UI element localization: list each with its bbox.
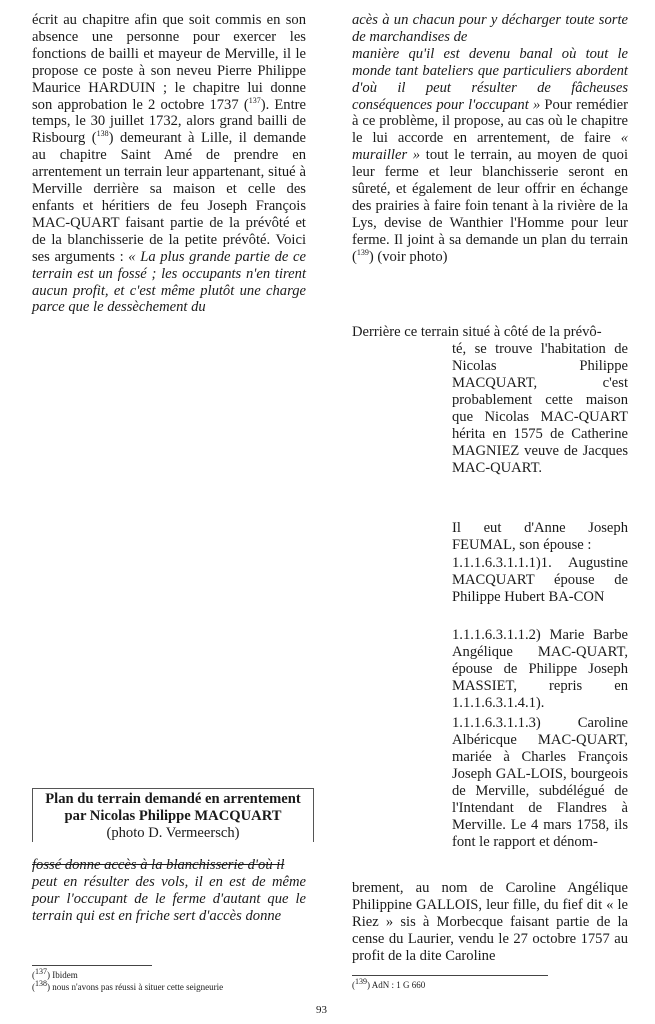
quote-continuation-text: peut en résulter des vols, il en est de même pour l'occupant de le ferme d'autant que le terrain qui est en friche sert d'accès donne: [32, 874, 306, 924]
caption-credit: (photo D. Vermeersch): [106, 825, 240, 841]
left-column: [32, 12, 306, 316]
footnote-rule-right: [352, 975, 548, 976]
paragraph-derriere: té, se trouve l'habitation de Nicolas Philippe MACQUART, c'est probablement cette maison que Nicolas MAC-QUART hérita en 1575 de Catherine MAGNIEZ veuve de Jacques MAC-QUART.: [452, 341, 628, 476]
child-caroline: 1.1.1.6.3.1.1.3) Caroline Albéricque MAC-QUART, mariée à Charles François Joseph GAL-LOIS, bourgeois de Merville, subdélégué de l'Intendant de Flandres à Merville. Le 4 mars 1758, ils font le rapport et dénom-: [452, 715, 628, 850]
footnote-138: ($^{138}$) nous n'avons pas réussi à situer cette seigneurie: [32, 979, 224, 992]
footnote-139: ($^{139}$) AdN : 1 G 660: [352, 977, 426, 990]
caption-title: Plan du terrain demandé en arrentement par Nicolas Philippe MACQUART: [45, 791, 301, 824]
paragraph-eut: Il eut d'Anne Joseph FEUMAL, son épouse :: [452, 520, 628, 553]
paragraph-murailler: manière qu'il est devenu banal où tout le monde tant bateliers que particuliers abordent d'où il peut résulter de fâcheuses conséquences pour l'occupant » Pour remédier à ce problème, il propose, au cas où le chapitre le lui accorde en arrentement, de faire « murailler » tout le terrain, au moyen de quoi leur ferme et leur blanchisserie seront en sûreté, et également de leur offrir en échange des prairies à faire foin tenant à la rivière de la Lys, devise de Wanthier l'Homme pour leur ferme. Il joint à sa demande un plan du terrain ($^{139}$) (voir photo): [352, 45, 629, 265]
paragraph-derriere-first: Derrière ce terrain situé à côté de la prévô-: [352, 324, 602, 340]
paragraph-denombrement: brement, au nom de Caroline Angélique Philippine GALLOIS, leur fille, du fief dit « le Riez » sis à Morbecque faisant partie de la cense du Laurier, vendu le 27 octobre 1757 au profit de la dite Caroline: [352, 880, 628, 964]
quote-continuation: [32, 857, 306, 925]
footnote-ref-139[interactable]: 139: [356, 247, 369, 257]
photo-caption: [32, 788, 314, 842]
footnote-ref-138[interactable]: 138: [96, 129, 109, 139]
footnote-ref-137[interactable]: 137: [248, 95, 261, 105]
quote-arguments: « La plus grande partie de ce terrain est un fossé ; les occupants n'en tirent aucun profit, et c'est même plutôt une charge parce que le dessèchement du: [32, 248, 306, 316]
murailler-term: « murailler »: [352, 130, 628, 164]
footnote-rule-left: [32, 965, 152, 966]
right-column: [352, 12, 628, 266]
child-augustine: 1.1.1.6.3.1.1.1)1. Augustine MACQUART épouse de Philippe Hubert BA-CON: [452, 555, 628, 605]
child-marie-barbe: 1.1.1.6.3.1.1.2) Marie Barbe Angélique MAC-QUART, épouse de Philippe Joseph MASSIET, repris en 1.1.1.6.3.1.4.1).: [452, 627, 628, 711]
page-number: 93: [316, 1004, 327, 1016]
struck-line: fossé donne accès à la blanchisserie d'où il: [32, 857, 285, 873]
footnote-137: ($^{137}$) Ibidem: [32, 967, 78, 980]
paragraph-harduin: écrit au chapitre afin que soit commis en son absence une personne pour exercer les fonctions de bailli et mayeur de Merville, il le propose ce poste à son neveu Pierre Philippe Maurice HARDUIN ; le chapitre lui donne son approbation le 2 octobre 1737 ($^{137}$). Entre temps, le 30 juillet 1732, alors grand bailli de Risbourg ($^{138}$) demeurant à Lille, il demande au chapitre Saint Amé de prendre en arrentement un terrain leur appartenant, situé à Merville derrière sa maison et celle des enfants et héritiers de feu Joseph François MAC-QUART faisant partie de la prévôté et de la blanchisserie de la petite prévôté. Voici ses arguments : « La plus grande partie de ce terrain est un fossé ; les occupants n'en tirent aucun profit, et c'est même plutôt une charge parce que le dessèchement du: [32, 12, 306, 316]
quote-part1: acès à un chacun pour y décharger toute sorte de marchandises de: [352, 12, 628, 45]
quote-part2: manière qu'il est devenu banal où tout le monde tant bateliers que particuliers abordent d'où il peut résulter de fâcheuses conséquences pour l'occupant »: [352, 45, 628, 113]
